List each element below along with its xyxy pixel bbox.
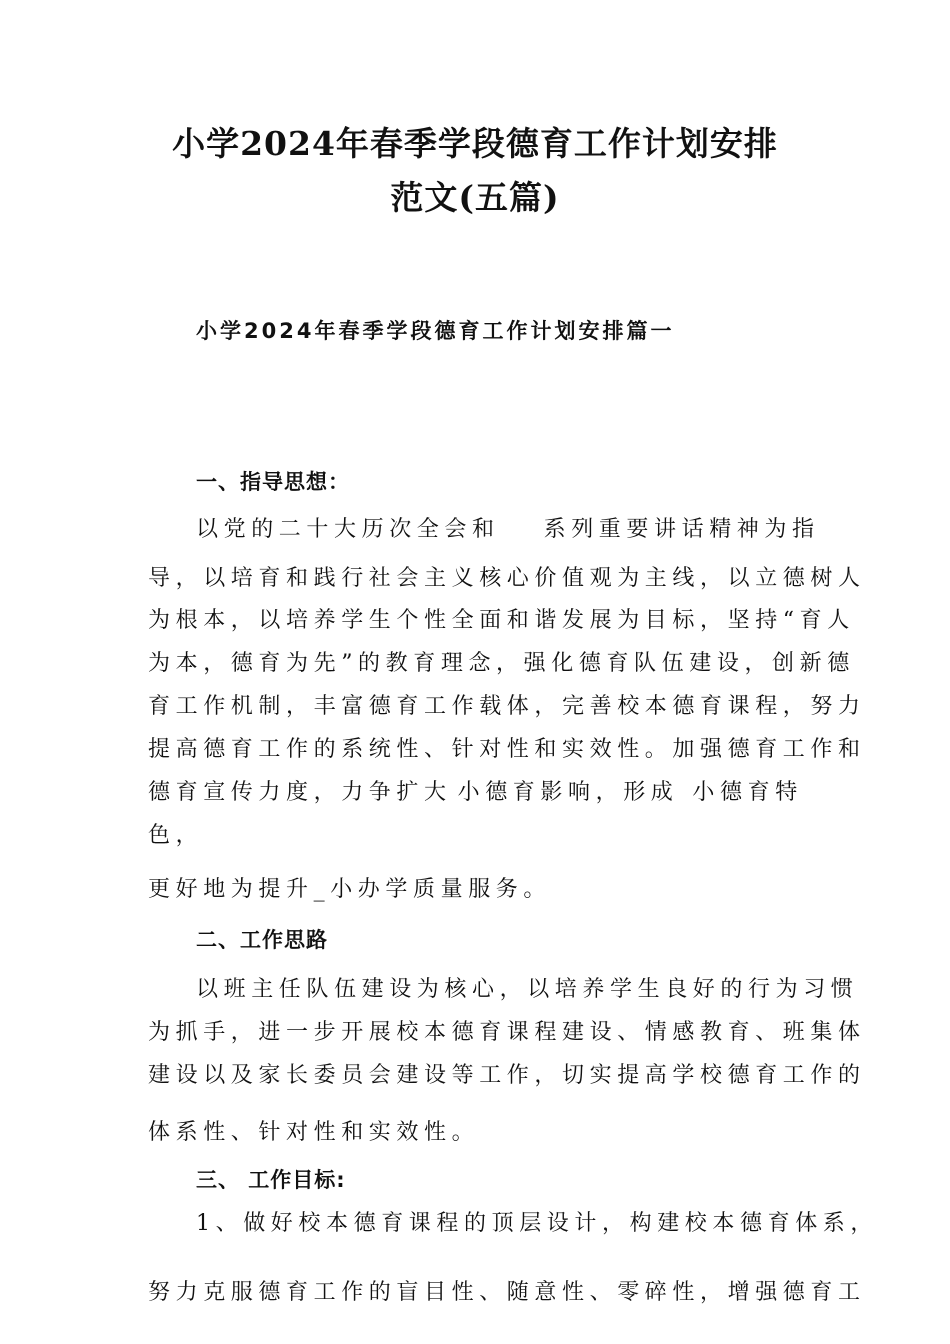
section-title: 小学2024年春季学段德育工作计划安排篇一	[196, 319, 675, 343]
heading-work-approach: 二、工作思路	[196, 928, 328, 952]
paragraph-line: 更好地为提升_小办学质量服务。	[148, 877, 552, 902]
paragraph-line: 导，以培育和践行社会主义核心价值观为主线，以立德树人	[148, 566, 866, 591]
text-fragment: 小德育影响，形成	[457, 780, 679, 805]
paragraph-line: 为根本，以培养学生个性全面和谐发展为目标，坚持“育人	[148, 608, 855, 633]
paragraph-line	[196, 512, 820, 543]
heading-work-goals: 三、 工作目标:	[196, 1168, 346, 1192]
paragraph-line: 为本，德育为先”的教育理念，强化德育队伍建设，创新德	[148, 651, 855, 676]
paragraph-line	[148, 775, 803, 806]
text-fragment: 小德育特	[692, 780, 803, 805]
document-title-line2: 范文(五篇)	[390, 178, 560, 217]
paragraph-line: 育工作机制，丰富德育工作载体，完善校本德育课程，努力	[148, 694, 866, 719]
paragraph-line: 提高德育工作的系统性、针对性和实效性。加强德育工作和	[148, 737, 866, 762]
paragraph-line: 为抓手，进一步开展校本德育课程建设、情感教育、班集体	[148, 1020, 866, 1045]
document-title-line1: 小学2024年春季学段德育工作计划安排	[172, 124, 778, 163]
heading-guiding-ideology: 一、指导思想：	[196, 470, 350, 494]
paragraph-line: 体系性、针对性和实效性。	[148, 1120, 480, 1145]
text-fragment: 德育宣传力度，力争扩大	[148, 780, 452, 805]
text-fragment: 系列重要讲话精神为指	[543, 517, 820, 542]
paragraph-line: 1、做好校本德育课程的顶层设计，构建校本德育体系，	[196, 1211, 878, 1236]
paragraph-line: 努力克服德育工作的盲目性、随意性、零碎性，增强德育工	[148, 1280, 866, 1305]
text-fragment: 以党的二十大历次全会和	[196, 517, 500, 542]
paragraph-line: 以班主任队伍建设为核心，以培养学生良好的行为习惯	[196, 977, 859, 1002]
paragraph-line: 建设以及家长委员会建设等工作，切实提高学校德育工作的	[148, 1063, 866, 1088]
paragraph-line: 色，	[148, 823, 204, 848]
